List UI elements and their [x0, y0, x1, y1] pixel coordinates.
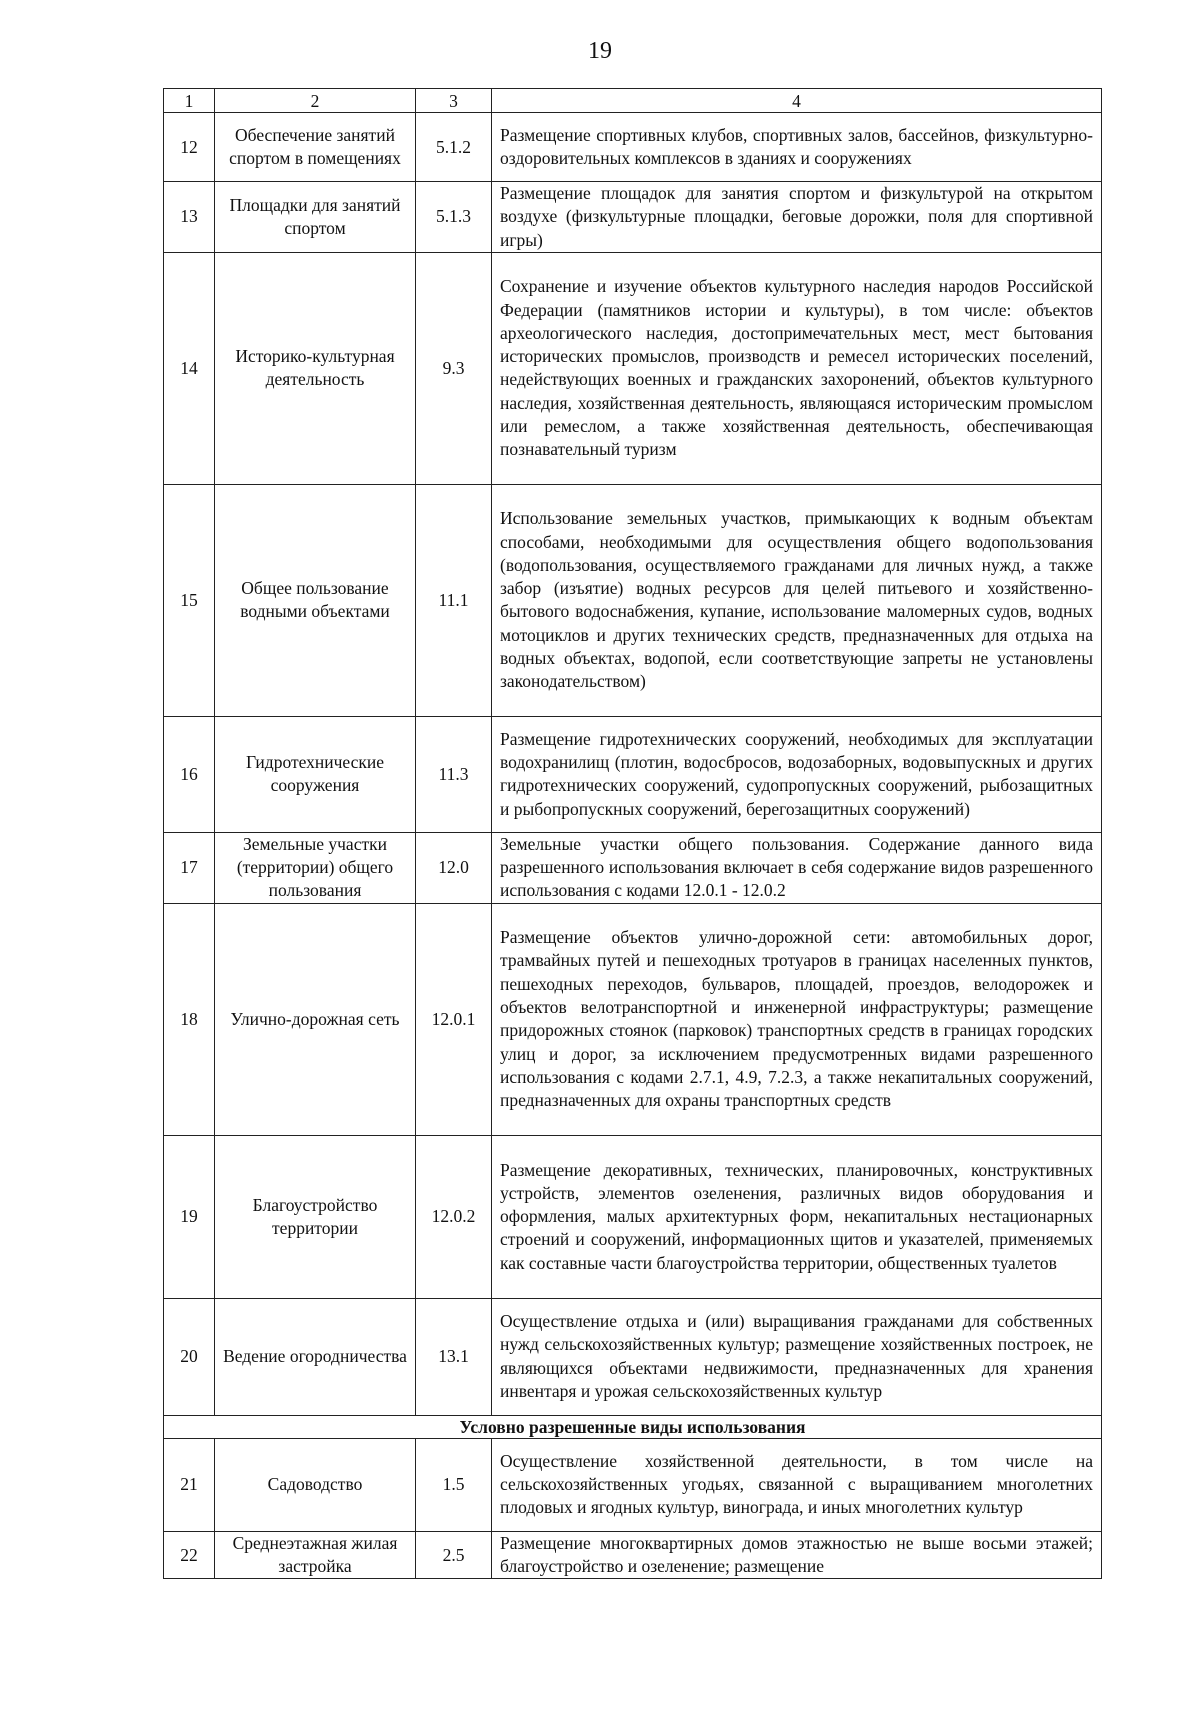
use-type-name: Улично-дорожная сеть: [215, 903, 416, 1135]
table-row: [164, 832, 1102, 903]
use-type-name: Среднеэтажная жилая застройка: [215, 1531, 416, 1579]
use-type-code: 11.3: [416, 716, 492, 832]
use-type-description: Осуществление хозяйственной деятельности, в том числе на сельскохозяйственных угодьях, связанной с выращиванием многолетних плодовых и ягодных культур, винограда, и иных многолетних культур: [492, 1438, 1102, 1531]
use-type-description: Размещение многоквартирных домов этажностью не выше восьми этажей; благоустройство и озеленение; размещение: [492, 1531, 1102, 1579]
section-header-row: [164, 1415, 1102, 1438]
use-type-name: Площадки для занятий спортом: [215, 182, 416, 253]
use-type-name: Историко-культурная деятельность: [215, 252, 416, 484]
row-number: 18: [164, 903, 215, 1135]
column-header: 1: [164, 89, 215, 113]
use-type-code: 5.1.3: [416, 182, 492, 253]
table-row: [164, 182, 1102, 253]
use-type-description: Осуществление отдыха и (или) выращивания гражданами для собственных нужд сельскохозяйственных культур; размещение хозяйственных построек, не являющихся объектами недвижимости, предназначенных для хранения инвентаря и урожая сельскохозяйственных культур: [492, 1298, 1102, 1415]
row-number: 15: [164, 484, 215, 716]
table-row: [164, 1438, 1102, 1531]
use-type-code: 11.1: [416, 484, 492, 716]
use-type-description: Использование земельных участков, примыкающих к водным объектам способами, необходимыми для осуществления общего водопользования (водопользования, осуществляемого гражданами для личных нужд, а также забор (изъятие) водных ресурсов для целей питьевого и хозяйственно-бытового водоснабжения, купание, использование маломерных судов, водных мотоциклов и других технических средств, предназначенных для отдыха на водных объектах, водопой, если соответствующие запреты не установлены законодательством): [492, 484, 1102, 716]
table-row: [164, 903, 1102, 1135]
use-type-name: Гидротехнические сооружения: [215, 716, 416, 832]
column-header: 2: [215, 89, 416, 113]
use-type-name: Садоводство: [215, 1438, 416, 1531]
use-type-description: Размещение гидротехнических сооружений, необходимых для эксплуатации водохранилищ (плотин, водосбросов, водозаборных, водовыпускных и других гидротехнических сооружений, судопропускных сооружений, рыбозащитных и рыбопропускных сооружений, берегозащитных сооружений): [492, 716, 1102, 832]
use-type-description: Земельные участки общего пользования. Содержание данного вида разрешенного использования включает в себя содержание видов разрешенного использования с кодами 12.0.1 - 12.0.2: [492, 832, 1102, 903]
row-number: 13: [164, 182, 215, 253]
use-type-code: 5.1.2: [416, 113, 492, 182]
table-row: [164, 113, 1102, 182]
use-type-code: 2.5: [416, 1531, 492, 1579]
use-type-name: Ведение огородничества: [215, 1298, 416, 1415]
use-type-code: 12.0.1: [416, 903, 492, 1135]
table-row: [164, 1531, 1102, 1579]
column-header: 4: [492, 89, 1102, 113]
table-row: [164, 716, 1102, 832]
use-type-code: 1.5: [416, 1438, 492, 1531]
table-row: [164, 1135, 1102, 1298]
use-type-code: 12.0: [416, 832, 492, 903]
table-row: [164, 1298, 1102, 1415]
use-type-name: Общее пользование водными объектами: [215, 484, 416, 716]
row-number: 14: [164, 252, 215, 484]
row-number: 22: [164, 1531, 215, 1579]
land-use-table: [163, 88, 1102, 1579]
use-type-code: 13.1: [416, 1298, 492, 1415]
table-row: [164, 484, 1102, 716]
use-type-code: 12.0.2: [416, 1135, 492, 1298]
use-type-description: Размещение объектов улично-дорожной сети: автомобильных дорог, трамвайных путей и пешеходных тротуаров в границах населенных пунктов, пешеходных переходов, бульваров, площадей, проездов, велодорожек и объектов велотранспортной и инженерной инфраструктуры; размещение придорожных стоянок (парковок) транспортных средств в границах городских улиц и дорог, за исключением предусмотренных видами разрешенного использования с кодами 2.7.1, 4.9, 7.2.3, а также некапитальных сооружений, предназначенных для охраны транспортных средств: [492, 903, 1102, 1135]
use-type-description: Сохранение и изучение объектов культурного наследия народов Российской Федерации (памятников истории и культуры), в том числе: объектов археологического наследия, достопримечательных мест, мест бытования исторических промыслов, производств и ремесел исторических поселений, недействующих военных и гражданских захоронений, объектов культурного наследия, хозяйственная деятельность, являющаяся историческим промыслом или ремеслом, а также хозяйственная деятельность, обеспечивающая познавательный туризм: [492, 252, 1102, 484]
use-type-description: Размещение декоративных, технических, планировочных, конструктивных устройств, элементов озеленения, различных видов оборудования и оформления, малых архитектурных форм, некапитальных нестационарных строений и сооружений, информационных щитов и указателей, применяемых как составные части благоустройства территории, общественных туалетов: [492, 1135, 1102, 1298]
row-number: 19: [164, 1135, 215, 1298]
use-type-name: Земельные участки (территории) общего пользования: [215, 832, 416, 903]
use-type-description: Размещение площадок для занятия спортом и физкультурой на открытом воздухе (физкультурные площадки, беговые дорожки, поля для спортивной игры): [492, 182, 1102, 253]
use-type-name: Благоустройство территории: [215, 1135, 416, 1298]
table-row: [164, 252, 1102, 484]
column-number-header-row: [164, 89, 1102, 113]
row-number: 17: [164, 832, 215, 903]
page-number: 19: [588, 38, 612, 64]
use-type-code: 9.3: [416, 252, 492, 484]
use-type-name: Обеспечение занятий спортом в помещениях: [215, 113, 416, 182]
row-number: 12: [164, 113, 215, 182]
use-type-description: Размещение спортивных клубов, спортивных залов, бассейнов, физкультурно-оздоровительных комплексов в зданиях и сооружениях: [492, 113, 1102, 182]
column-header: 3: [416, 89, 492, 113]
row-number: 20: [164, 1298, 215, 1415]
row-number: 21: [164, 1438, 215, 1531]
section-title: Условно разрешенные виды использования: [164, 1415, 1102, 1438]
row-number: 16: [164, 716, 215, 832]
